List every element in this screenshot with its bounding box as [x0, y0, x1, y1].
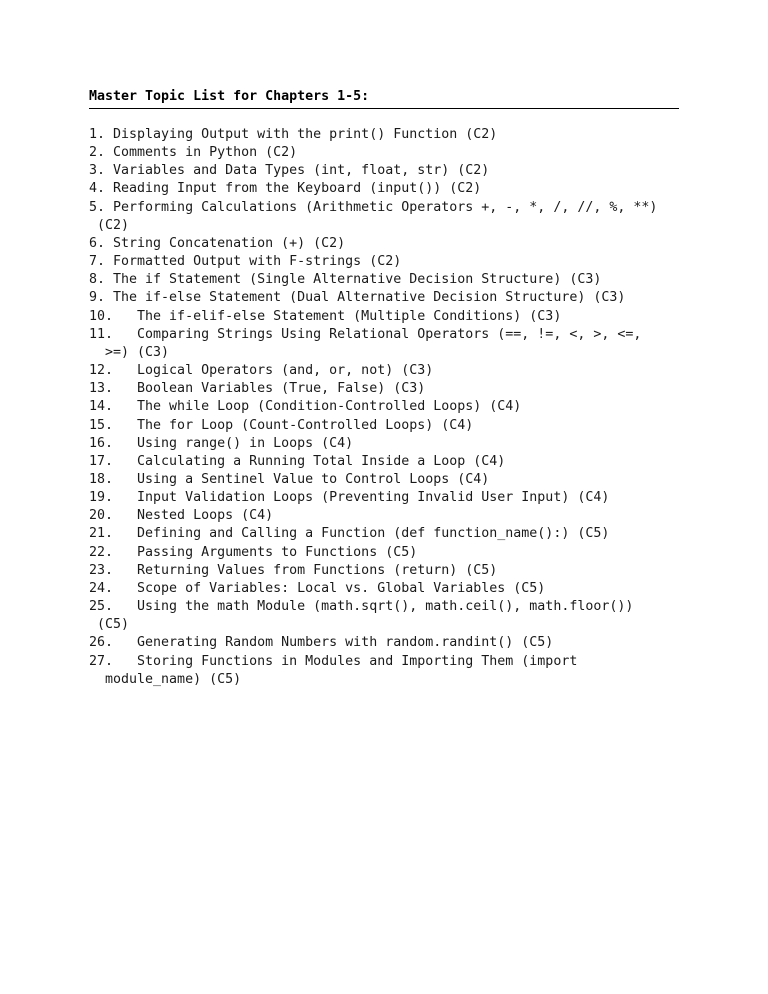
- topic-line: 1. Displaying Output with the print() Function (C2): [89, 127, 498, 142]
- topic-line: 7. Formatted Output with F-strings (C2): [89, 254, 402, 270]
- page-title: Master Topic List for Chapters 1-5:: [89, 89, 370, 104]
- topic-line: 24. Scope of Variables: Local vs. Global Variables (C5): [89, 580, 546, 596]
- topic-line: 14. The while Loop (Condition-Controlled Loops) (C4): [89, 399, 522, 415]
- topic-line: 11. Comparing Strings Using Relational Operators (==, !=, <, >, <=,: [89, 326, 642, 342]
- topic-line: (C5): [89, 617, 130, 633]
- topic-line: 21. Defining and Calling a Function (def function_name():) (C5): [89, 526, 610, 542]
- topic-line: (C2): [89, 217, 130, 233]
- topic-line: 5. Performing Calculations (Arithmetic Operators +, -, *, /, //, %, **): [89, 199, 658, 215]
- topic-line: 18. Using a Sentinel Value to Control Loops (C4): [89, 471, 490, 487]
- topic-line: 26. Generating Random Numbers with random.randint() (C5): [89, 635, 554, 651]
- topic-line: 4. Reading Input from the Keyboard (input()) (C2): [89, 181, 482, 197]
- topic-line: 23. Returning Values from Functions (return) (C5): [89, 562, 498, 578]
- title-rule: [89, 108, 679, 109]
- topic-line: module_name) (C5): [89, 671, 242, 687]
- topic-list: [89, 126, 657, 689]
- topic-line: 8. The if Statement (Single Alternative Decision Structure) (C3): [89, 272, 602, 288]
- topic-line: 25. Using the math Module (math.sqrt(), math.ceil(), math.floor()): [89, 599, 634, 615]
- topic-line: 13. Boolean Variables (True, False) (C3): [89, 381, 426, 397]
- topic-line: 27. Storing Functions in Modules and Importing Them (import: [89, 653, 578, 669]
- topic-line: 12. Logical Operators (and, or, not) (C3): [89, 363, 434, 379]
- topic-line: 17. Calculating a Running Total Inside a Loop (C4): [89, 453, 506, 469]
- topic-line: 20. Nested Loops (C4): [89, 508, 274, 524]
- topic-line: 6. String Concatenation (+) (C2): [89, 235, 346, 251]
- topic-line: 10. The if-elif-else Statement (Multiple Conditions) (C3): [89, 308, 562, 324]
- topic-line: 3. Variables and Data Types (int, float, str) (C2): [89, 163, 490, 179]
- topic-line: 9. The if-else Statement (Dual Alternative Decision Structure) (C3): [89, 290, 626, 306]
- topic-line: 15. The for Loop (Count-Controlled Loops) (C4): [89, 417, 474, 433]
- topic-line: 2. Comments in Python (C2): [89, 145, 298, 161]
- topic-line: 22. Passing Arguments to Functions (C5): [89, 544, 418, 560]
- topic-line: 16. Using range() in Loops (C4): [89, 435, 354, 451]
- topic-line: 19. Input Validation Loops (Preventing Invalid User Input) (C4): [89, 490, 610, 506]
- topic-line: >=) (C3): [89, 344, 170, 360]
